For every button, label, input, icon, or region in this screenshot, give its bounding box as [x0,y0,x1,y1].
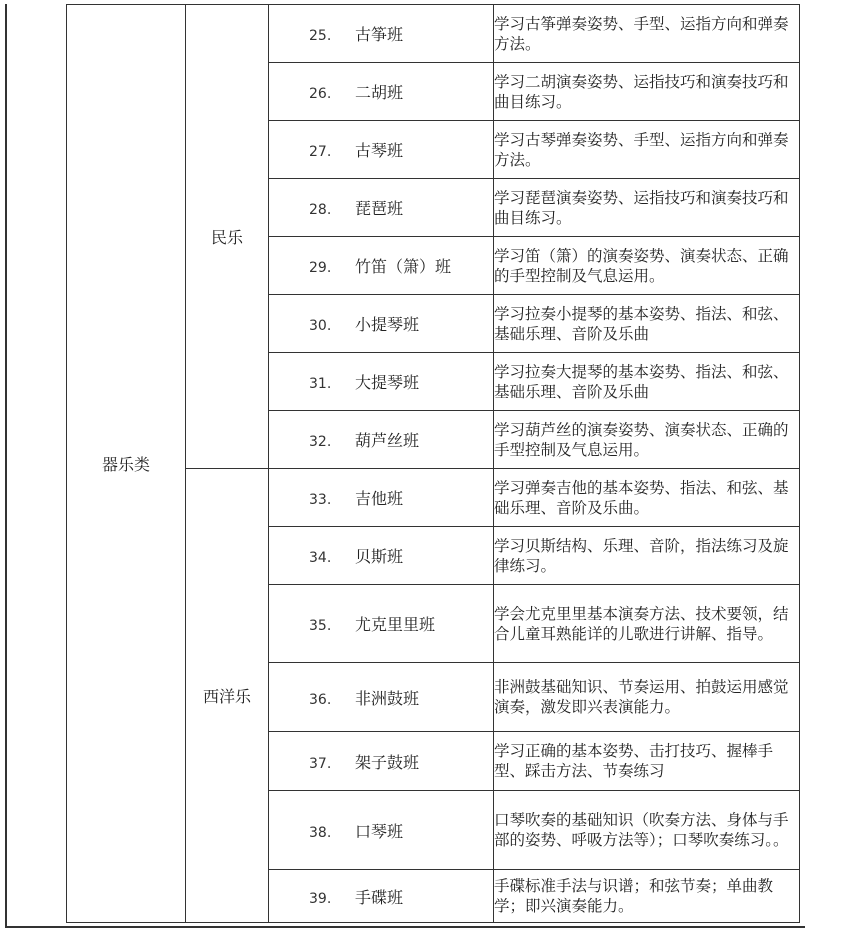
course-name: 手碟班 [355,887,404,907]
course-description: 学会尤克里里基本演奏方法、技术要领，结合儿童耳熟能详的儿歌进行讲解、指导。 [494,585,800,663]
course-cell [269,411,494,469]
course-name: 尤克里里班 [355,615,436,634]
course-name: 架子鼓班 [355,752,420,772]
course-description: 口琴吹奏的基础知识（吹奏方法、身体与手部的姿势、呼吸方法等）；口琴吹奏练习。。 [494,791,800,870]
course-name: 口琴班 [355,821,404,841]
course-cell [269,791,494,870]
page-bottom-border [5,926,805,928]
course-description: 学习正确的基本姿势、击打技巧、握棒手型、踩击方法、节奏练习 [494,732,800,791]
course-cell [269,5,494,63]
course-description: 学习贝斯结构、乐理、音阶，指法练习及旋律练习。 [494,527,800,585]
course-description: 学习琵琶演奏姿势、运指技巧和演奏技巧和曲目练习。 [494,179,800,237]
course-description: 学习笛（箫）的演奏姿势、演奏状态、正确的手型控制及气息运用。 [494,237,800,295]
course-number: 32. [309,434,332,450]
course-name: 非洲鼓班 [355,688,420,708]
course-name: 大提琴班 [355,373,420,392]
course-description: 学习拉奏大提琴的基本姿势、指法、和弦、基础乐理、音阶及乐曲 [494,353,800,411]
course-number: 28. [309,202,332,218]
course-number: 34. [309,550,332,566]
course-description: 学习二胡演奏姿势、运指技巧和演奏技巧和曲目练习。 [494,63,800,121]
course-name: 小提琴班 [355,315,420,334]
course-name: 琵琶班 [355,199,404,218]
course-name: 古琴班 [355,141,404,160]
course-cell [269,870,494,923]
course-number: 36. [309,691,332,708]
course-name: 葫芦丝班 [355,431,420,450]
course-number: 30. [309,318,332,334]
course-name: 竹笛（箫）班 [355,257,452,276]
course-cell [269,469,494,527]
course-description: 学习弹奏吉他的基本姿势、指法、和弦、基础乐理、音阶及乐曲。 [494,469,800,527]
course-number: 31. [309,376,332,392]
course-description: 学习拉奏小提琴的基本姿势、指法、和弦、基础乐理、音阶及乐曲 [494,295,800,353]
course-number: 33. [309,492,332,508]
subcategory-cell: 西洋乐 [186,469,269,923]
course-cell [269,63,494,121]
course-description: 手碟标准手法与识谱；和弦节奏；单曲教学；即兴演奏能力。 [494,870,800,923]
course-number: 26. [309,86,332,102]
course-number: 38. [309,824,332,841]
course-number: 35. [309,618,332,634]
course-number: 39. [309,890,332,907]
course-cell [269,121,494,179]
course-cell [269,663,494,732]
page-left-border [5,4,7,928]
course-cell [269,527,494,585]
course-cell [269,295,494,353]
course-description: 学习古筝弹奏姿势、手型、运指方向和弹奏方法。 [494,5,800,63]
course-number: 29. [309,260,332,276]
course-description: 非洲鼓基础知识、节奏运用、拍鼓运用感觉演奏，激发即兴表演能力。 [494,663,800,732]
course-name: 古筝班 [355,25,404,44]
course-name: 吉他班 [355,489,404,508]
course-table [66,4,800,923]
course-description: 学习葫芦丝的演奏姿势、演奏状态、正确的手型控制及气息运用。 [494,411,800,469]
course-cell [269,179,494,237]
course-cell [269,353,494,411]
subcategory-cell: 民乐 [186,5,269,469]
course-description: 学习古琴弹奏姿势、手型、运指方向和弹奏方法。 [494,121,800,179]
course-number: 27. [309,144,332,160]
category-cell: 器乐类 [67,5,186,923]
course-cell [269,237,494,295]
course-number: 37. [309,755,332,772]
course-number: 25. [309,28,332,44]
course-name: 贝斯班 [355,547,404,566]
course-cell [269,732,494,791]
course-name: 二胡班 [355,83,404,102]
table-row [67,5,800,63]
course-cell [269,585,494,663]
